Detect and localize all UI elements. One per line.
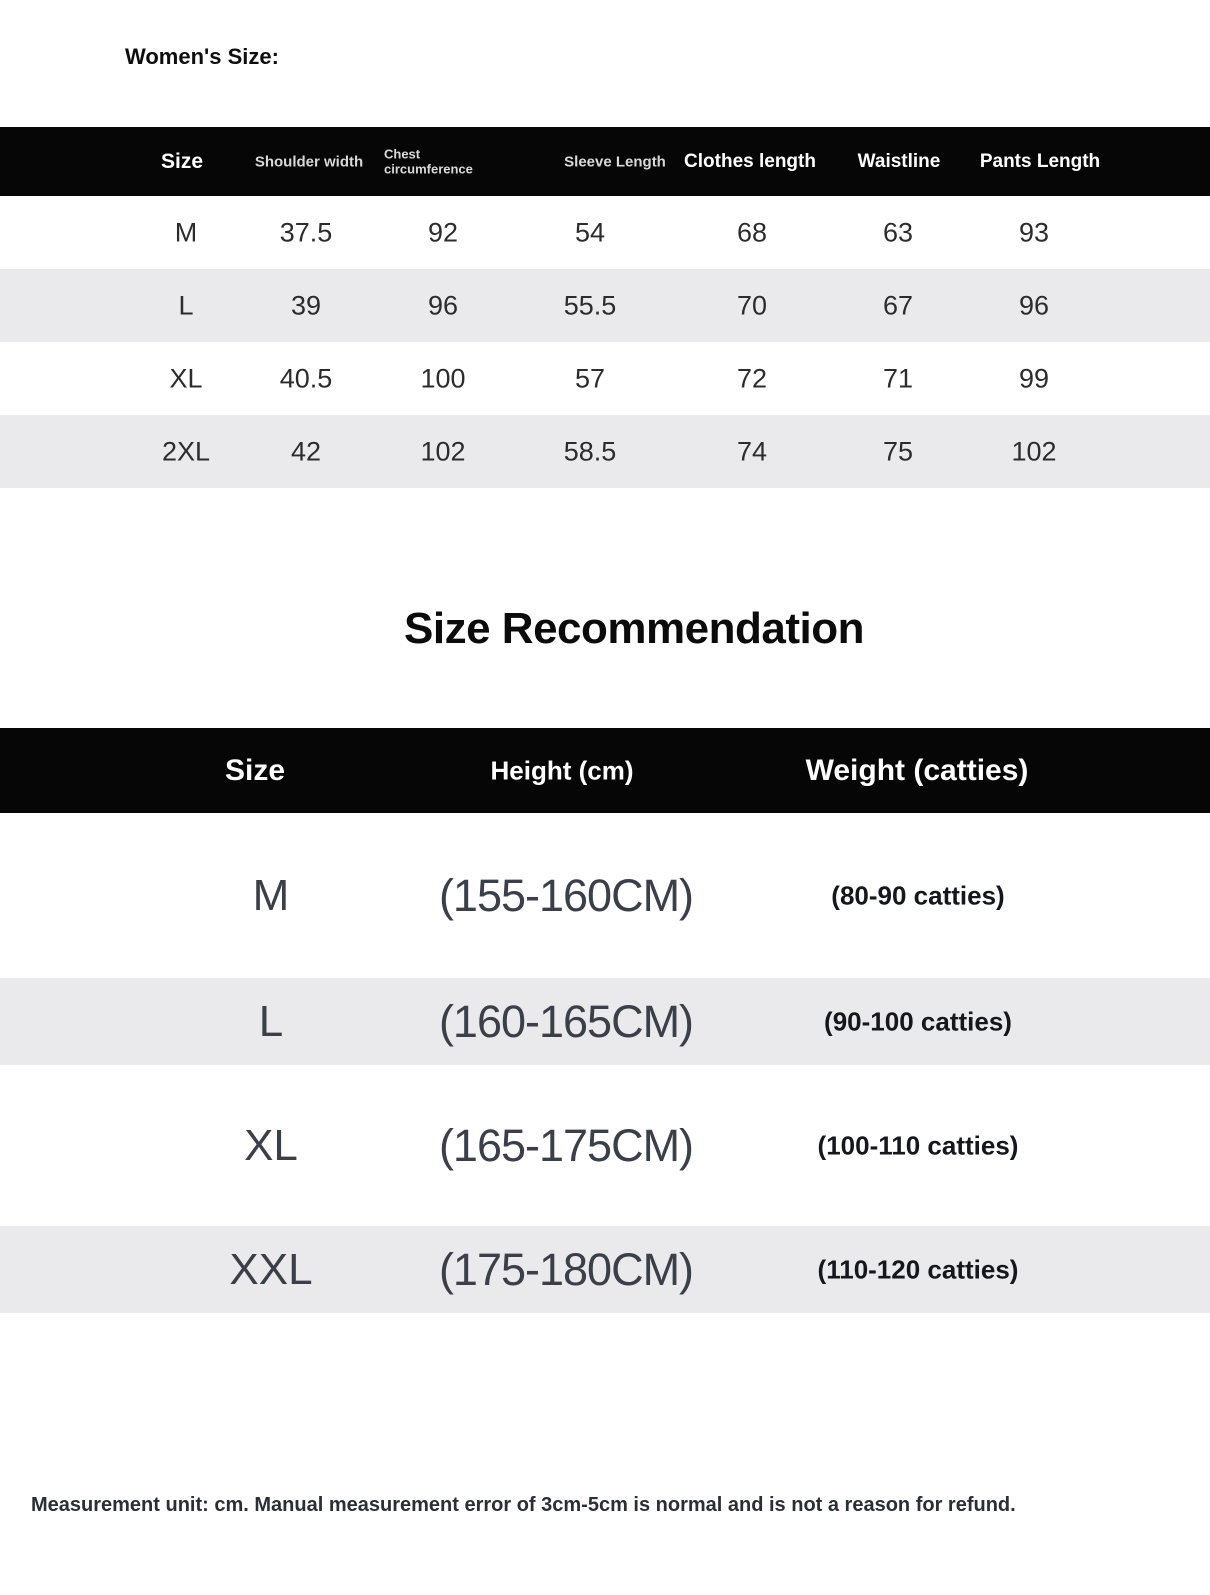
cell-sleeve-length: 54 [574, 217, 606, 247]
cell-size: L [258, 996, 284, 1046]
recommendation-table-header [0, 728, 1210, 813]
cell-height: (155-160CM) [438, 869, 694, 921]
table-row [0, 978, 1210, 1065]
cell-shoulder-width: 40.5 [279, 363, 333, 393]
cell-waistline: 63 [882, 217, 914, 247]
cell-weight: (110-120 catties) [817, 1254, 1019, 1284]
column-header-shoulder-width: Shoulder width [254, 153, 364, 170]
column-header-chest-circumference: Chest circumference [384, 145, 473, 177]
measurement-note: Measurement unit: cm. Manual measurement error of 3cm-5cm is normal and is not a reason for refund. [31, 1494, 1016, 1516]
cell-shoulder-width: 39 [290, 290, 322, 320]
column-header-clothes-length: Clothes length [684, 150, 816, 172]
cell-clothes-length: 68 [736, 217, 768, 247]
cell-clothes-length: 70 [736, 290, 768, 320]
measurement-table-header [0, 127, 1210, 196]
cell-size: L [178, 290, 194, 320]
column-header-sleeve-length: Sleeve Length [564, 153, 666, 170]
column-header-size: Size [160, 149, 204, 173]
cell-weight: (80-90 catties) [831, 880, 1005, 910]
cell-weight: (100-110 catties) [817, 1130, 1019, 1160]
cell-shoulder-width: 37.5 [279, 217, 333, 247]
cell-pants-length: 96 [1018, 290, 1050, 320]
table-row [0, 1065, 1210, 1226]
cell-waistline: 67 [882, 290, 914, 320]
cell-size: M [252, 870, 290, 920]
cell-clothes-length: 72 [736, 363, 768, 393]
cell-waistline: 71 [882, 363, 914, 393]
column-header-height: Height (cm) [490, 755, 634, 785]
table-row [0, 415, 1210, 488]
cell-size: M [174, 217, 198, 247]
column-header-waistline: Waistline [857, 150, 941, 172]
table-row [0, 196, 1210, 269]
column-header-size: Size [224, 753, 286, 787]
cell-chest: 92 [427, 217, 459, 247]
cell-sleeve-length: 55.5 [563, 290, 617, 320]
cell-sleeve-length: 57 [574, 363, 606, 393]
cell-chest: 102 [420, 436, 466, 466]
cell-weight: (90-100 catties) [824, 1006, 1012, 1036]
cell-shoulder-width: 42 [290, 436, 322, 466]
cell-clothes-length: 74 [736, 436, 768, 466]
cell-pants-length: 102 [1011, 436, 1057, 466]
cell-size: XXL [229, 1244, 313, 1294]
cell-waistline: 75 [882, 436, 914, 466]
cell-chest: 96 [427, 290, 459, 320]
cell-size: XL [244, 1120, 298, 1170]
table-row [0, 1226, 1210, 1313]
cell-pants-length: 93 [1018, 217, 1050, 247]
table-row [0, 342, 1210, 415]
column-header-weight: Weight (catties) [805, 753, 1029, 787]
table-row [0, 813, 1210, 978]
size-recommendation-heading: Size Recommendation [404, 604, 864, 653]
cell-height: (165-175CM) [438, 1119, 694, 1171]
cell-height: (175-180CM) [438, 1243, 694, 1295]
column-header-pants-length: Pants Length [979, 150, 1101, 172]
cell-pants-length: 99 [1018, 363, 1050, 393]
cell-size: XL [169, 363, 203, 393]
table-row [0, 269, 1210, 342]
cell-size: 2XL [161, 436, 211, 466]
cell-sleeve-length: 58.5 [563, 436, 617, 466]
cell-height: (160-165CM) [438, 995, 694, 1047]
womens-size-title: Women's Size: [125, 44, 279, 69]
cell-chest: 100 [420, 363, 466, 393]
